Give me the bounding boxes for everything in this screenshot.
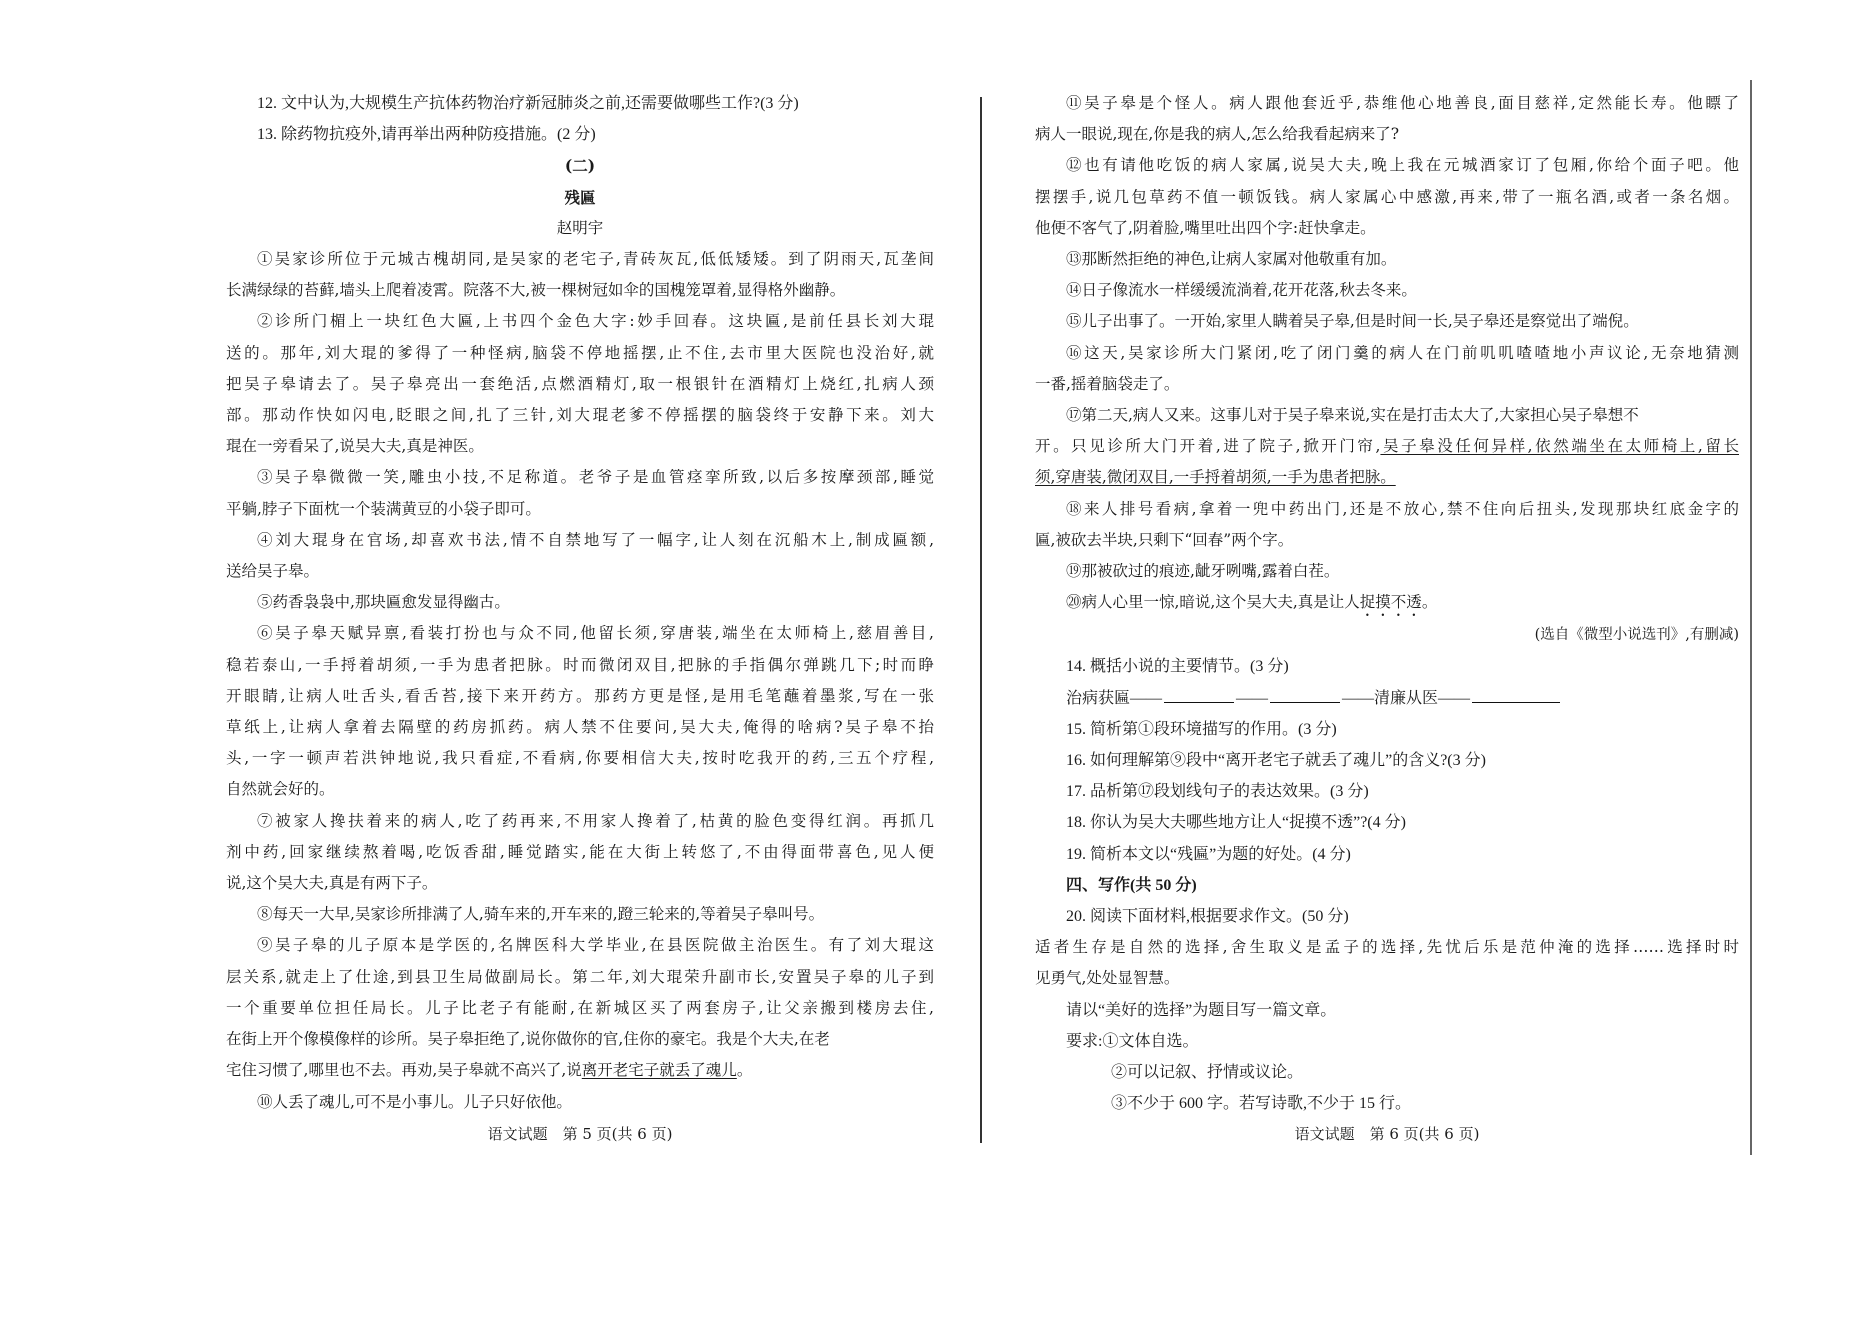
material-line: 适者生存是自然的选择,舍生取义是孟子的选择,先忧后乐是范仲淹的选择……选择时时 (1035, 938, 1739, 957)
story-line (1035, 462, 1739, 493)
story-line: 把吴子皋请去了。吴子皋亮出一套绝活,点燃酒精灯,取一根银针在酒精灯上烧红,扎病人颈 (226, 374, 934, 393)
story-line: ⑪吴子皋是个怪人。病人跟他套近乎,恭维他心地善良,面目慈祥,定然能长寿。他瞟了 (1066, 94, 1739, 112)
story-line: 头,一字一顿声若洪钟地说,我只看症,不看病,你要相信大夫,按时吃我开的药,三五个疗程, (226, 749, 934, 768)
story-line: ⑤药香袅袅中,那块匾愈发显得幽古。 (257, 593, 510, 612)
story-line: 开眼睛,让病人吐舌头,看舌苔,接下来开药方。那药方更是怪,是用毛笔蘸着墨浆,写在一张 (226, 686, 934, 705)
story-author: 赵明宇 (556, 218, 604, 237)
question-16: 16. 如何理解第⑨段中“离开老宅子就丢了魂儿”的含义?(3 分) (1066, 752, 1486, 770)
question-17: 17. 品析第⑰段划线句子的表达效果。(3 分) (1066, 783, 1369, 801)
story-title: 残匾 (564, 187, 596, 207)
story-line: ③吴子皋微微一笑,雕虫小技,不足称道。老爷子是血管痉挛所致,以后多按摩颈部,睡觉 (257, 468, 934, 487)
story-line: ①吴家诊所位于元城古槐胡同,是吴家的老宅子,青砖灰瓦,低低矮矮。到了阴雨天,瓦垄间 (257, 250, 934, 269)
story-line: 匾,被砍去半块,只剩下“回春”两个字。 (1035, 530, 1294, 549)
requirement-2: ②可以记叙、抒情或议论。 (1111, 1064, 1304, 1082)
story-line: ⑬那断然拒绝的神色,让病人家属对他敬重有加。 (1066, 250, 1397, 269)
story-line: ⑦被家人搀扶着来的病人,吃了药再来,不用家人搀着了,枯黄的脸色变得红润。再抓几 (257, 811, 934, 830)
story-line: ⑮儿子出事了。一开始,家里人瞒着吴子皋,但是时间一长,吴子皋还是察觉出了端倪。 (1066, 312, 1639, 331)
story-line: ⑨吴子皋的儿子原本是学医的,名牌医科大学毕业,在县医院做主治医生。有了刘大琨这 (257, 936, 934, 955)
answer-blank[interactable] (1164, 688, 1234, 703)
page-divider (980, 97, 982, 1143)
right-page (1035, 88, 1739, 1120)
story-paragraph-20: ⑳病人心里一惊,暗说,这个吴大夫,真是让人捉摸不透。 (1066, 593, 1438, 612)
story-line: 稳若泰山,一手捋着胡须,一手为患者把脉。时而微闭双目,把脉的手指偶尔弹跳几下;时而睁 (226, 655, 934, 674)
story-line: ⑰第二天,病人又来。这事儿对于吴子皋来说,实在是打击太大了,大家担心吴子皋想不 (1066, 406, 1639, 425)
underlined-sentence: 吴子皋没任何异样,依然端坐在太师椅上,留长 (1380, 437, 1739, 456)
question-13: 13. 除药物抗疫外,请再举出两种防疫措施。(2 分) (257, 126, 596, 144)
requirement-1: 要求:①文体自选。 (1066, 1032, 1199, 1050)
question-12: 12. 文中认为,大规模生产抗体药物治疗新冠肺炎之前,还需要做哪些工作?(3 分) (257, 95, 799, 112)
story-line: ⑥吴子皋天赋异禀,看装打扮也与众不同,他留长须,穿唐装,端坐在太师椅上,慈眉善目, (257, 624, 934, 643)
story-line: 一个重要单位担任局长。儿子比老子有能耐,在新城区买了两套房子,让父亲搬到楼房去住, (226, 998, 934, 1017)
story-line: 他便不客气了,阴着脸,嘴里吐出四个字:赶快拿走。 (1035, 218, 1376, 237)
story-line: ⑧每天一大早,吴家诊所排满了人,骑车来的,开车来的,蹬三轮来的,等着吴子皋叫号。 (257, 905, 825, 924)
plot-chain: 治病获匾—— —— ——清廉从医—— (1035, 683, 1739, 714)
story-line: ②诊所门楣上一块红色大匾,上书四个金色大字:妙手回春。这块匾,是前任县长刘大琨 (257, 312, 934, 331)
story-line: ④刘大琨身在官场,却喜欢书法,情不自禁地写了一幅字,让人刻在沉船木上,制成匾额, (257, 530, 934, 549)
answer-blank[interactable] (1472, 688, 1560, 703)
left-page (226, 88, 934, 1118)
page-edge-line (1750, 80, 1752, 1155)
question-19: 19. 简析本文以“残匾”为题的好处。(4 分) (1066, 845, 1351, 863)
question-14: 14. 概括小说的主要情节。(3 分) (1066, 658, 1289, 676)
story-line: 剂中药,回家继续熬着喝,吃饭香甜,睡觉踏实,能在大街上转悠了,不由得面带喜色,见人便 (226, 842, 934, 861)
story-line: ⑯这天,吴家诊所大门紧闭,吃了闭门羹的病人在门前叽叽喳喳地小声议论,无奈地猜测 (1066, 343, 1739, 362)
story-line: 宅住习惯了,哪里也不去。再劝,吴子皋就不高兴了,说离开老宅子就丢了魂儿。 (226, 1061, 753, 1080)
story-line: 在街上开个像模像样的诊所。吴子皋拒绝了,说你做你的官,住你的豪宅。我是个大夫,在老 (226, 1030, 830, 1049)
story-line: 一番,摇着脑袋走了。 (1035, 374, 1180, 393)
material-line: 见勇气,处处显智慧。 (1035, 969, 1180, 988)
story-line: ⑱来人排号看病,拿着一兜中药出门,还是不放心,禁不住向后扭头,发现那块红底金字的 (1066, 499, 1739, 518)
requirement-3: ③不少于 600 字。若写诗歌,不少于 15 行。 (1111, 1095, 1412, 1113)
story-line: 琨在一旁看呆了,说吴大夫,真是神医。 (226, 437, 484, 456)
story-line: 层关系,就走上了仕途,到县卫生局做副局长。第二年,刘大琨荣升副市长,安置吴子皋的儿子到 (226, 967, 934, 986)
story-line: 草纸上,让病人拿着去隔壁的药房抓药。病人禁不住要问,吴大夫,俺得的啥病?吴子皋不抬 (226, 718, 934, 737)
story-line: ⑲那被砍过的痕迹,龇牙咧嘴,露着白茬。 (1066, 562, 1340, 581)
story-line: 摆摆手,说几包草药不值一顿饭钱。病人家属心中感激,再来,带了一瓶名酒,或者一条名烟。 (1035, 187, 1739, 206)
story-line: 部。那动作快如闪电,眨眼之间,扎了三针,刘大琨老爹不停摇摆的脑袋终于安静下来。刘大 (226, 406, 934, 425)
story-line: 开。只见诊所大门开着,进了院子,掀开门帘,吴子皋没任何异样,依然端坐在太师椅上,留长 (1035, 437, 1739, 456)
section-writing-heading: 四、写作(共 50 分) (1066, 876, 1197, 894)
story-text-continued (1035, 88, 1739, 431)
underlined-phrase: 离开老宅子就丢了魂儿 (581, 1061, 737, 1080)
story-line: 说,这个吴大夫,真是有两下子。 (226, 874, 438, 893)
essay-prompt: 请以“美好的选择”为题目写一篇文章。 (1066, 1001, 1337, 1019)
question-15: 15. 简析第①段环境描写的作用。(3 分) (1066, 720, 1337, 738)
story-line: 长满绿绿的苔藓,墙头上爬着凌霄。院落不大,被一棵树冠如伞的国槐笼罩着,显得格外幽静。 (226, 281, 846, 300)
source-note: (选自《微型小说选刊》,有删减) (1534, 627, 1739, 644)
story-text-ending (1035, 494, 1739, 588)
story-text (226, 244, 934, 1055)
story-line: 送的。那年,刘大琨的爹得了一种怪病,脑袋不停地摇摆,止不住,去市里大医院也没治好,就 (226, 343, 934, 362)
page-footer-6: 语文试题 第 6 页(共 6 页) (1294, 1125, 1480, 1143)
section-heading: (二) (564, 156, 596, 176)
page-footer-5: 语文试题 第 5 页(共 6 页) (487, 1125, 673, 1143)
answer-blank[interactable] (1270, 688, 1340, 703)
underlined-sentence-cont: 须,穿唐装,微闭双目,一手捋着胡须,一手为患者把脉。 (1035, 468, 1396, 487)
story-line: ⑫也有请他吃饭的病人家属,说吴大夫,晚上我在元城酒家订了包厢,你给个面子吧。他 (1066, 156, 1739, 175)
story-line: 自然就会好的。 (226, 780, 335, 799)
story-line: ⑭日子像流水一样缓缓流淌着,花开花落,秋去冬来。 (1066, 281, 1417, 300)
question-18: 18. 你认为吴大夫哪些地方让人“捉摸不透”?(4 分) (1066, 814, 1406, 832)
story-line: 送给吴子皋。 (226, 562, 320, 581)
emphasis-dots-phrase: 捉摸不透 (1359, 593, 1422, 612)
story-paragraph-10: ⑩人丢了魂儿,可不是小事儿。儿子只好依他。 (257, 1092, 572, 1111)
story-line: 平躺,脖子下面枕一个装满黄豆的小袋子即可。 (226, 499, 541, 518)
question-20: 20. 阅读下面材料,根据要求作文。(50 分) (1066, 908, 1349, 926)
story-line: 病人一眼说,现在,你是我的病人,怎么给我看起病来了? (1035, 125, 1400, 144)
